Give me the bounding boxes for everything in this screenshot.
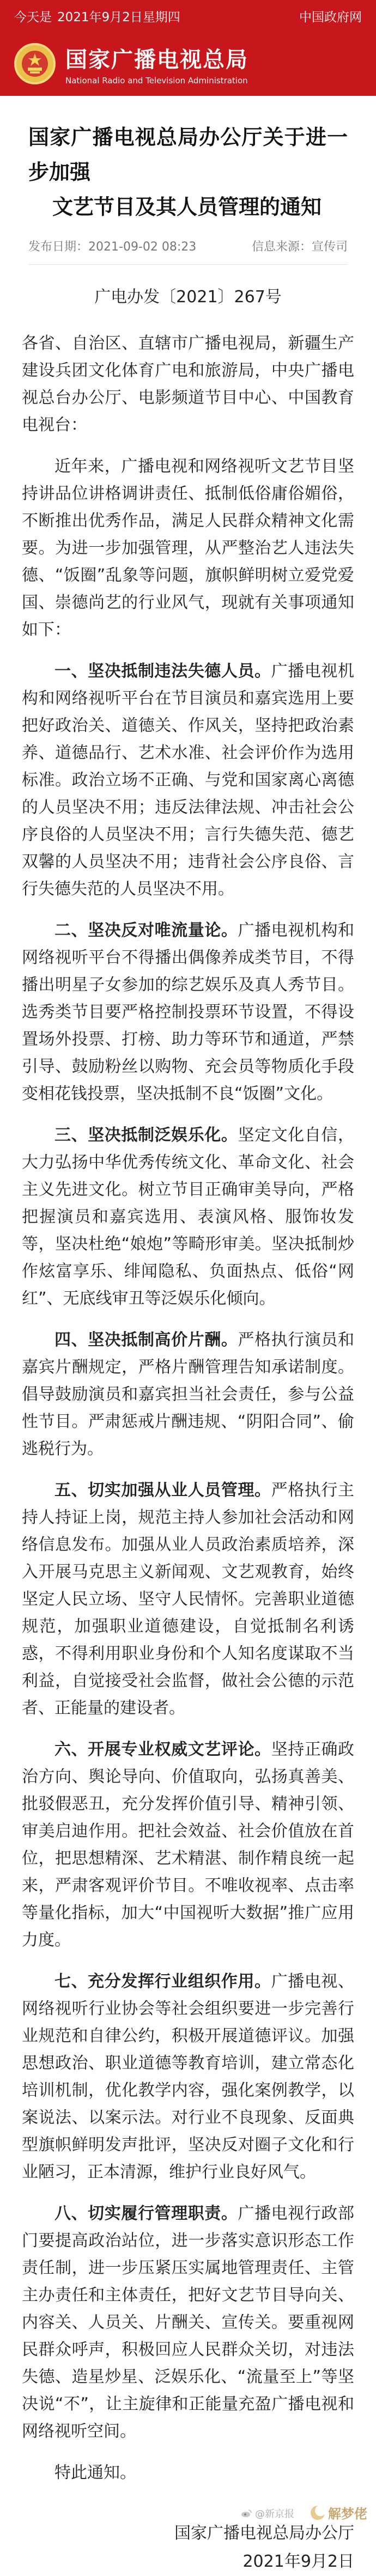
- publish-date: 2021-09-02 08:23: [88, 240, 197, 254]
- intro-paragraph: 近年来，广播电视和网络视听文艺节目坚持讲品位讲格调讲责任、抵制低俗庸俗媚俗，不断推出优秀作品，满足人民群众精神文化需要。为进一步加强管理，从严整治艺人违法失德、“饭圈”乱象等问题，旗帜鲜明树立爱党爱国、崇德尚艺的行业风气，现就有关事项通知如下：: [22, 457, 354, 639]
- today-label: 今天是: [14, 10, 52, 25]
- section-body: 广播电视机构和网络视听平台在节目演员和嘉宾选用上要把好政治关、道德关、作风关，坚持把政治素养、道德品行、艺术水准、社会评价作为选用标准。政治立场不正确、与党和国家离心离德的人员坚决不用；违反法律法规、冲击社会公序良俗的人员坚决不用；言行失德失范、德艺双馨的人员坚决不用；违背社会公序良俗、言行失德失范的人员坚决不用。: [22, 662, 355, 899]
- weibo-handle: @新京报: [255, 2508, 294, 2520]
- section-body: 严格执行主持人持证上岗，规范主持人参加社会活动和网络信息发布。加强从业人员政治素质培养，深入开展马克思主义新闻观、文艺观教育，始终坚定人民立场、坚守人民情怀。完善职业道德规范，加强职业道德建设，自觉抵制名利诱惑，不得利用职业身份和个人知名度谋取不当利益，自觉接受社会监督，做社会公德的示范者、正能量的建设者。: [22, 1481, 355, 1718]
- source-label: 信息来源：: [251, 240, 312, 254]
- footer-watermarks: [0, 2500, 376, 2530]
- section-6: [22, 1736, 354, 1954]
- site-watermark-logo: [310, 2503, 367, 2522]
- document-number: 广电办发〔2021〕267号: [94, 288, 282, 307]
- section-heading: 八、切实履行管理职责。: [54, 2204, 238, 2223]
- recipients: 各省、自治区、直辖市广播电视局，新疆生产建设兵团文化体育广电和旅游局，中央广播电视总台办公厅、电影频道节目中心、中国教育电视台：: [22, 334, 354, 435]
- weibo-icon: [241, 2509, 252, 2518]
- closing-text: 特此通知。: [54, 2463, 136, 2482]
- section-7: [22, 1968, 354, 2186]
- today-date: [14, 7, 180, 25]
- publish-label: 发布日期：: [28, 240, 89, 254]
- section-1: [22, 658, 354, 903]
- section-8: [22, 2200, 354, 2445]
- section-heading: 三、坚决抵制泛娱乐化。: [54, 1126, 238, 1145]
- article-body: [22, 330, 354, 2487]
- publish-info: [28, 237, 196, 254]
- section-body: 广播电视行政部门要提高政治站位，进一步落实意识形态工作责任制，进一步压紧压实属地管理责任、主管主办责任和主体责任，把好文艺节目导向关、内容关、人员关、片酬关、宣传关。要重视网民群众呼声，积极回应人民群众关切，对违法失德、造星炒星、泛娱乐化、“流量至上”等坚决说“不”，让主旋律和正能量充盈广播电视和网络视听空间。: [22, 2204, 355, 2441]
- section-4: [22, 1327, 354, 1463]
- section-2: [22, 917, 354, 1108]
- section-body: 广播电视机构和网络视听平台不得播出偶像养成类节目，不得播出明星子女参加的综艺娱乐及真人秀节目。选秀类节目要严格控制投票环节设置，不得设置场外投票、打榜、助力等环节和通道，严禁引导、鼓励粉丝以购物、充会员等物质化手段变相花钱投票，坚决抵制不良“饭圈”文化。: [22, 921, 355, 1103]
- article-title: [28, 120, 348, 224]
- section-3: [22, 1122, 354, 1313]
- header-banner: [0, 32, 376, 96]
- section-body: 坚持正确政治方向、舆论导向、价值取向，弘扬真善美、批驳假恶丑，充分发挥价值引导、精神引领、审美启迪作用。把社会效益、社会价值放在首位，把思想精深、艺术精湛、制作精良统一起来，严肃客观评价节目。不唯收视率、点击率等量化指标，加大“中国视听大数据”推广应用力度。: [22, 1740, 355, 1950]
- agency-name: [65, 42, 248, 86]
- section-heading: 六、开展专业权威文艺评论。: [54, 1740, 271, 1759]
- article-meta: [28, 237, 348, 265]
- title-line-1: 国家广播电视总局办公厅关于进一步加强: [28, 125, 348, 184]
- agency-name-cn: 国家广播电视总局: [65, 47, 248, 72]
- national-emblem-icon: [14, 43, 56, 84]
- section-5: [22, 1477, 354, 1722]
- section-body: 坚定文化自信，大力弘扬中华优秀传统文化、革命文化、社会主义先进文化。树立节目正确审美导向，严格把握演员和嘉宾选用、表演风格、服饰妆发等，坚决杜绝“娘炮”等畸形审美。坚决抵制炒作炫富享乐、绯闻隐私、负面热点、低俗“网红”、无底线审丑等泛娱乐化倾向。: [22, 1126, 355, 1308]
- signature-org: 国家广播电视总局办公厅: [174, 2524, 354, 2543]
- site-link[interactable]: 中国政府网: [299, 10, 362, 25]
- weibo-watermark: [241, 2506, 294, 2520]
- section-heading: 七、充分发挥行业组织作用。: [54, 1972, 271, 1991]
- top-date-bar: [0, 0, 376, 32]
- section-heading: 五、切实加强从业人员管理。: [54, 1481, 271, 1500]
- title-line-2: 文艺节目及其人员管理的通知: [52, 195, 322, 219]
- source-value: 宣传司: [311, 240, 348, 254]
- site-watermark-text: 解梦佬: [328, 2506, 367, 2522]
- signature-date: 2021年9月2日: [242, 2552, 354, 2571]
- source-info: [252, 237, 348, 254]
- section-body: 严格执行演员和嘉宾片酬规定，严格片酬管理告知承诺制度。倡导鼓励演员和嘉宾担当社会责任，参与公益性节目。严肃惩戒片酬违规、“阴阳合同”、偷逃税行为。: [22, 1330, 355, 1458]
- date-text: 2021年9月2日星期四: [57, 10, 180, 25]
- agency-name-en: National Radio and Television Administration: [65, 75, 248, 86]
- section-heading: 一、坚决抵制违法失德人员。: [54, 662, 271, 681]
- section-heading: 二、坚决反对唯流量论。: [54, 921, 238, 940]
- section-body: 广播电视、网络视听行业协会等社会组织要进一步完善行业规范和自律公约，积极开展道德评议。加强思想政治、职业道德等教育培训，建立常态化培训机制，优化教学内容，强化案例教学，以案说法、以案示法。对行业不良现象、反面典型旗帜鲜明发声批评，坚决反对圈子文化和行业陋习，正本清源，维护行业良好风气。: [22, 1972, 355, 2182]
- section-heading: 四、坚决抵制高价片酬。: [54, 1330, 238, 1350]
- moon-logo-icon: [310, 2505, 326, 2521]
